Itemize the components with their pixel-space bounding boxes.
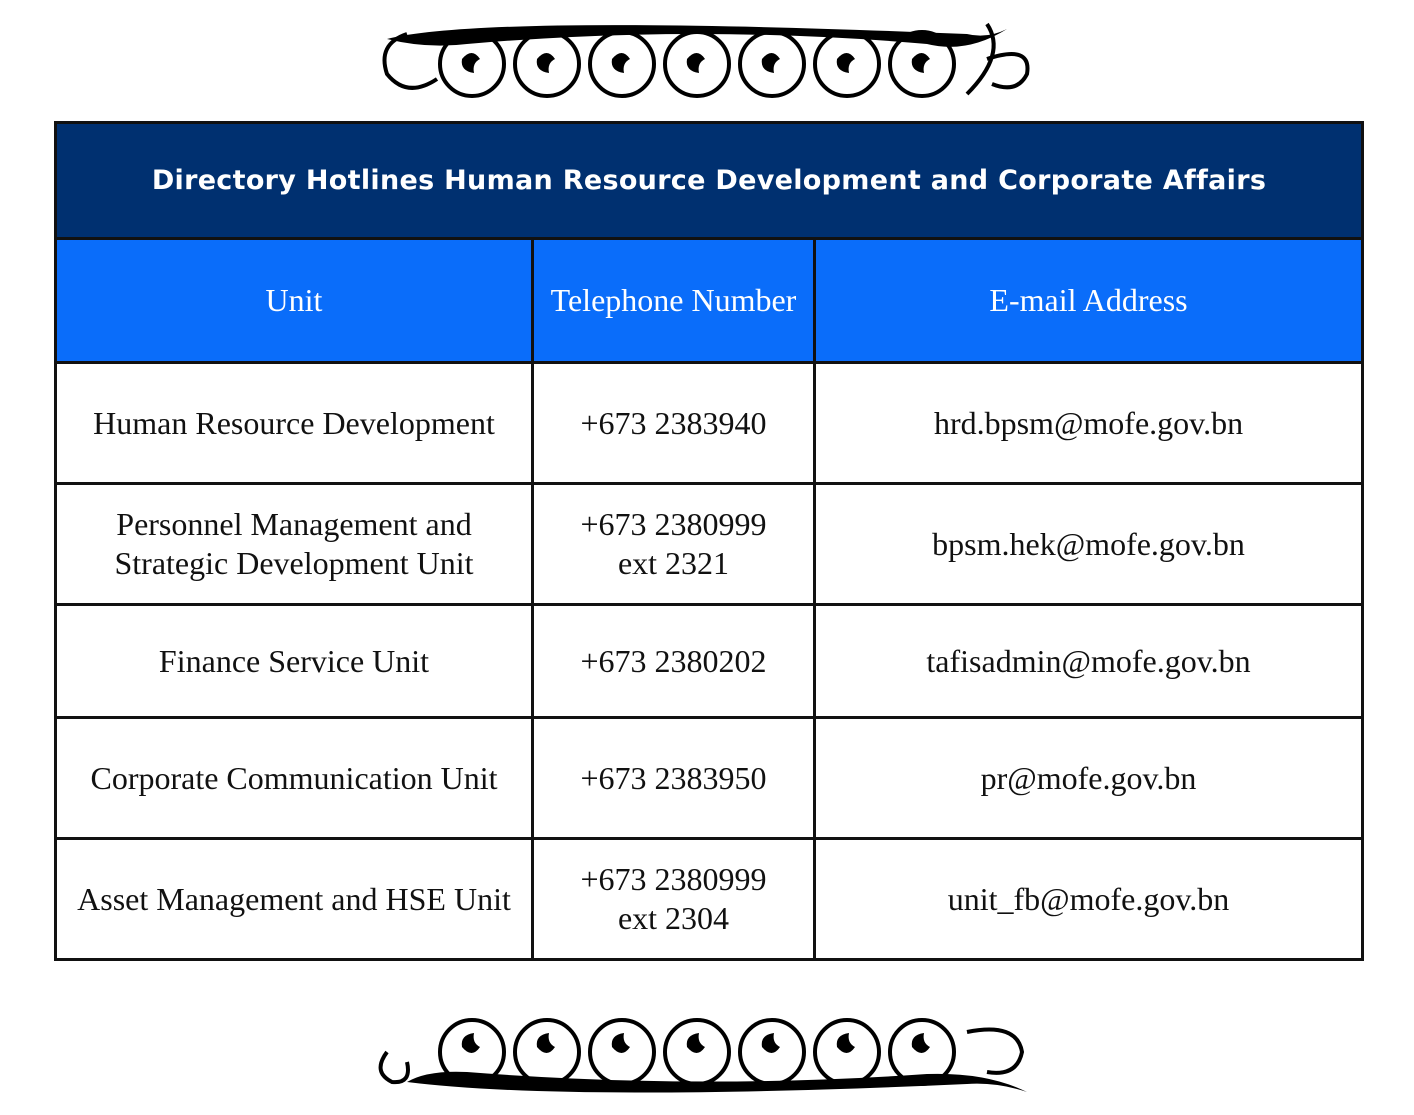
table-row xyxy=(56,718,1363,839)
phone-cell xyxy=(533,363,815,484)
scroll-ornament-icon xyxy=(367,14,1047,104)
email-cell[interactable]: bpsm.hek@mofe.gov.bn xyxy=(815,484,1363,605)
top-ornament xyxy=(0,14,1414,104)
table-row xyxy=(56,839,1363,960)
column-header-telephone-label: Telephone Number xyxy=(550,282,797,318)
unit-cell: Human Resource Development xyxy=(56,363,533,484)
email-cell[interactable]: hrd.bpsm@mofe.gov.bn xyxy=(815,363,1363,484)
phone-number: +673 2383940 xyxy=(580,404,767,441)
title-row xyxy=(56,123,1363,239)
phone-extension: ext 2304 xyxy=(617,900,730,936)
phone-number: +673 2380202 xyxy=(580,642,767,679)
email-cell[interactable]: tafisadmin@mofe.gov.bn xyxy=(815,605,1363,718)
scroll-ornament-icon xyxy=(367,1012,1047,1102)
unit-cell: Corporate Communication Unit xyxy=(56,718,533,839)
email-cell[interactable]: pr@mofe.gov.bn xyxy=(815,718,1363,839)
unit-cell: Asset Management and HSE Unit xyxy=(56,839,533,960)
phone-number: +673 2383950 xyxy=(580,759,767,796)
unit-cell: Finance Service Unit xyxy=(56,605,533,718)
phone-number: +673 2380999 xyxy=(580,861,767,897)
phone-cell xyxy=(533,718,815,839)
column-header-telephone xyxy=(533,239,815,363)
table-row xyxy=(56,363,1363,484)
phone-cell xyxy=(533,484,815,605)
column-header-unit: Unit xyxy=(56,239,533,363)
table-title: Directory Hotlines Human Resource Development and Corporate Affairs xyxy=(56,123,1363,239)
table-row xyxy=(56,605,1363,718)
phone-cell xyxy=(533,605,815,718)
header-row xyxy=(56,239,1363,363)
directory-table xyxy=(54,121,1364,961)
phone-extension: ext 2321 xyxy=(617,545,730,581)
table-row xyxy=(56,484,1363,605)
column-header-email: E-mail Address xyxy=(815,239,1363,363)
phone-number: +673 2380999 xyxy=(580,506,767,542)
bottom-ornament xyxy=(0,1012,1414,1102)
email-cell[interactable]: unit_fb@mofe.gov.bn xyxy=(815,839,1363,960)
phone-cell xyxy=(533,839,815,960)
unit-cell: Personnel Management and Strategic Development Unit xyxy=(56,484,533,605)
